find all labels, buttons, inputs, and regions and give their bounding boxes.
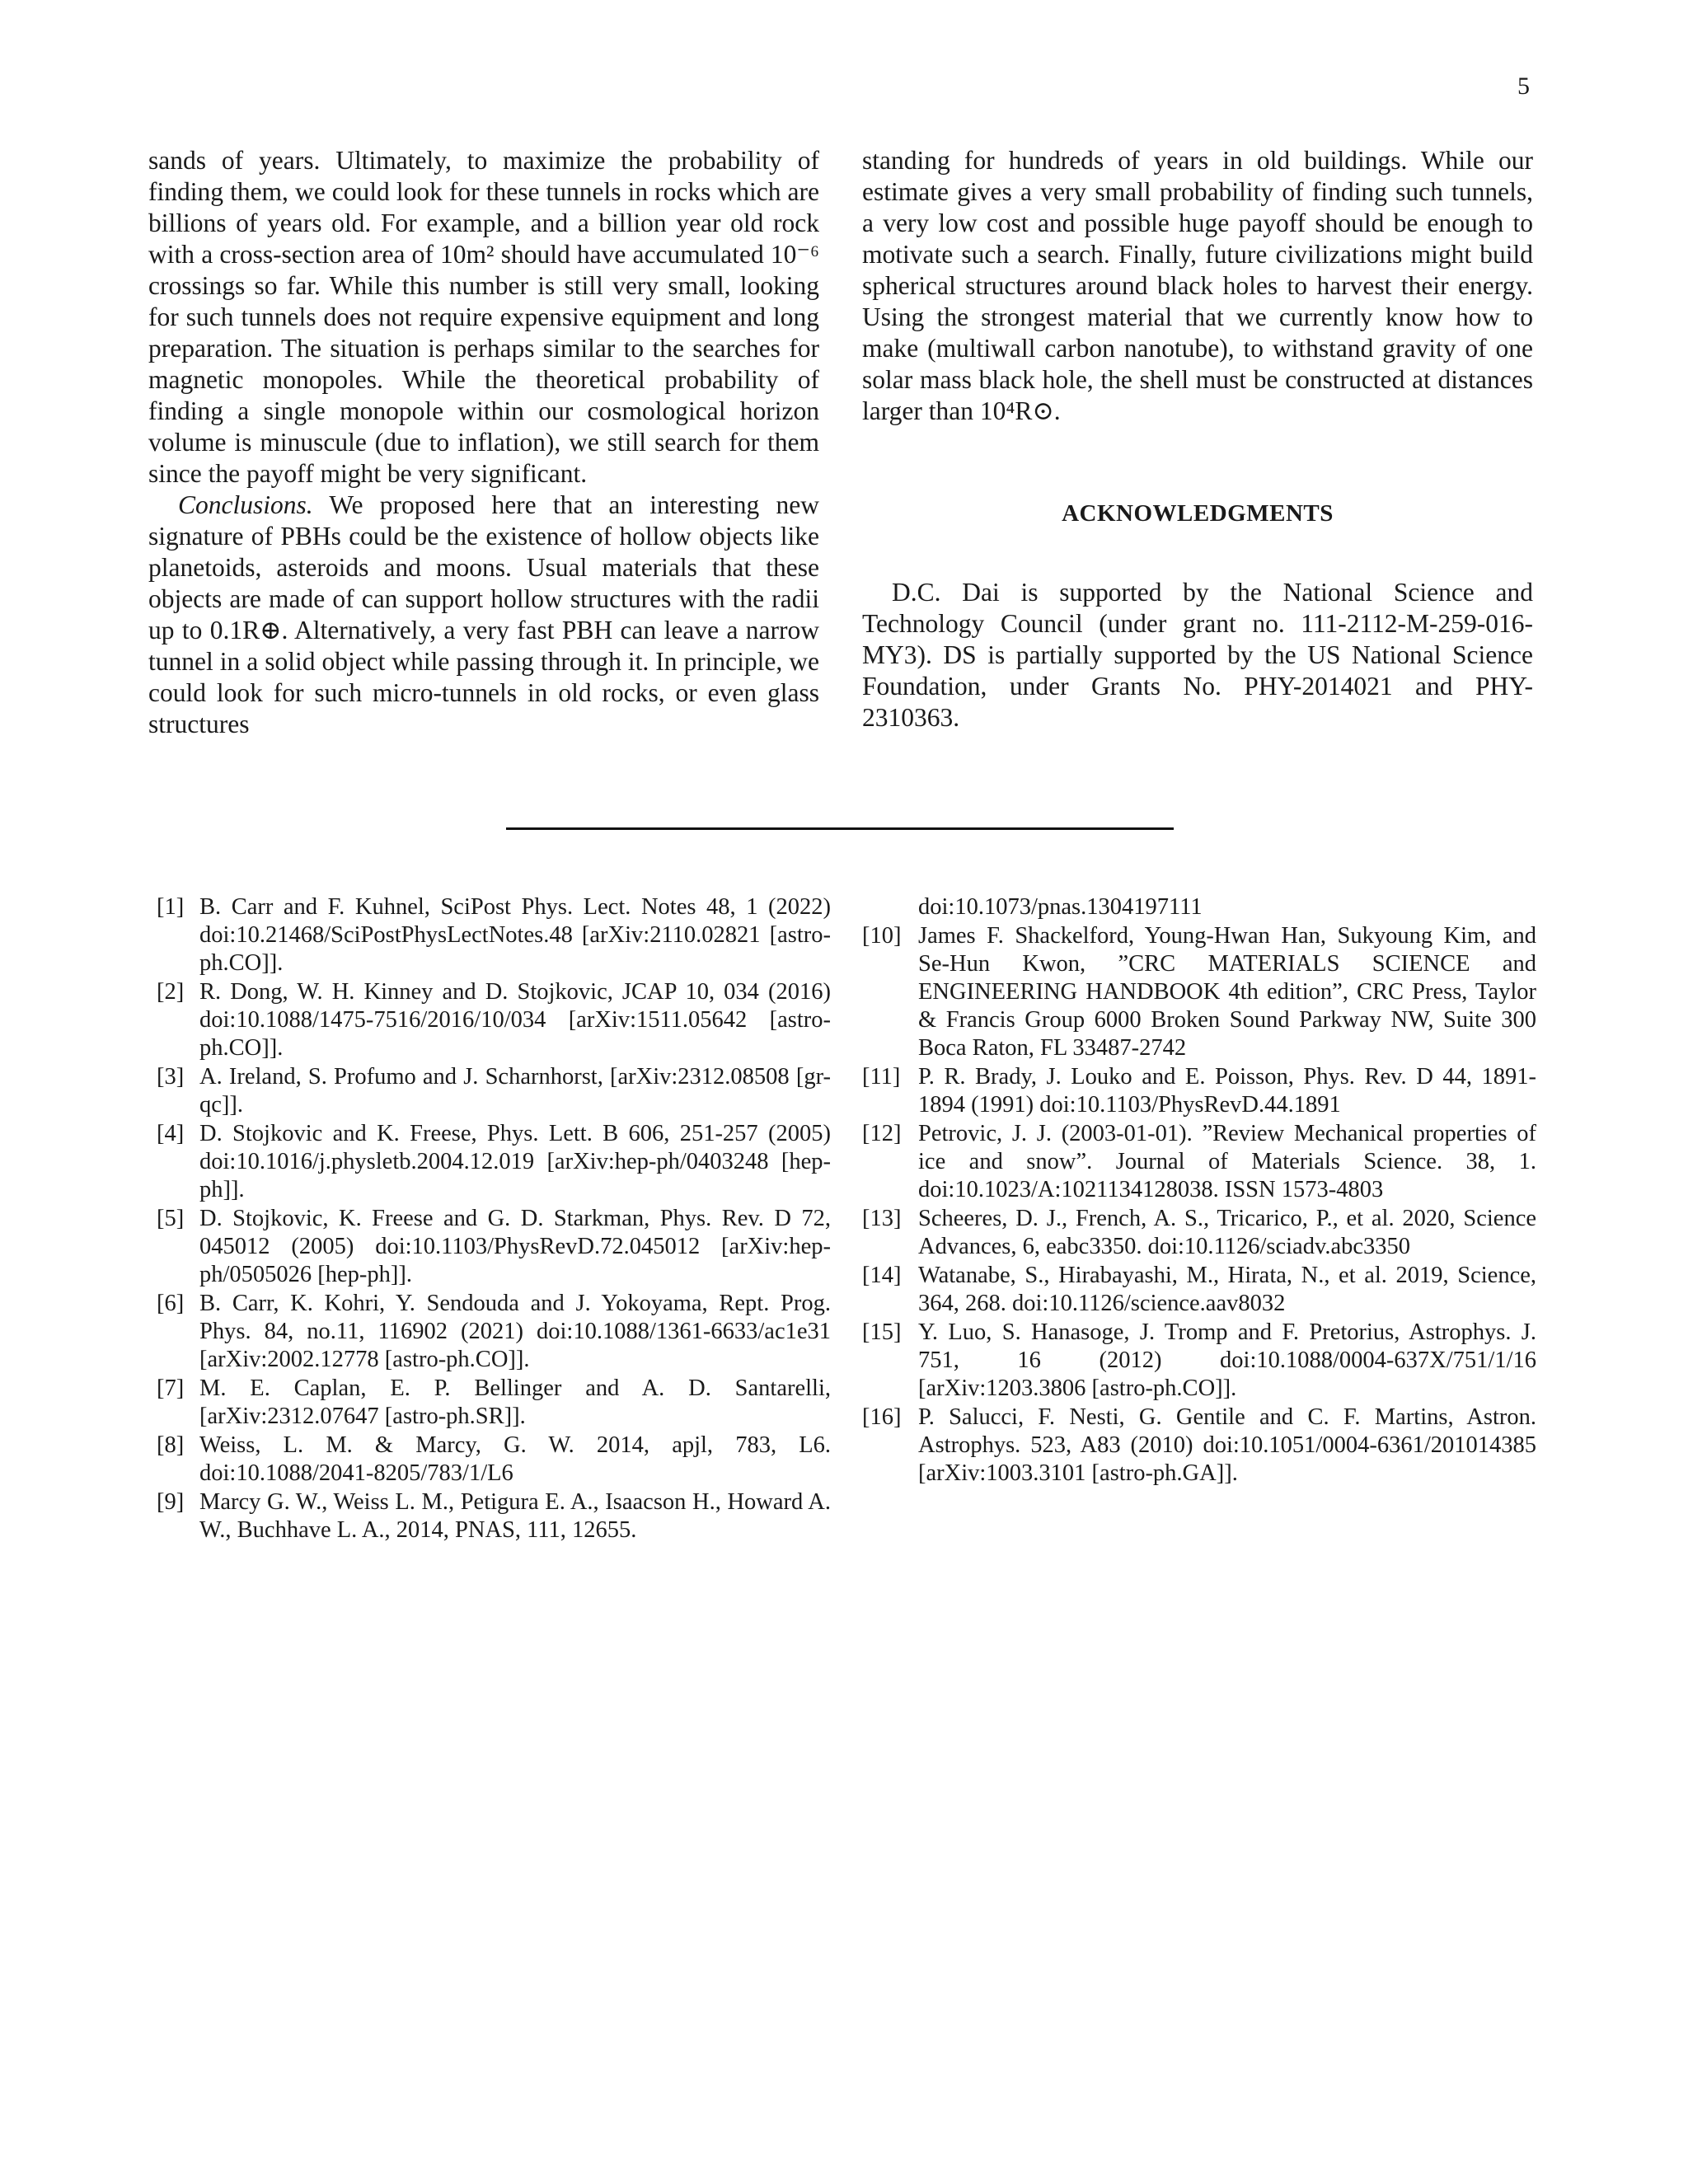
reference-item [157,1290,831,1374]
reference-item [157,1375,831,1431]
reference-item [862,1120,1536,1204]
reference-number: [11] [862,1064,901,1090]
conclusions-label: Conclusions. [178,490,313,519]
body-paragraph: standing for hundreds of years in old buildings. While our estimate gives a very small probability of finding such tunnels, a very low cost and possible huge payoff should be enough to motivate such a search. Finally, future civilizations might build spherical structures around black holes to harvest their energy. Using the strongest material that we currently know how to make (multiwall carbon nanotube), to withstand gravity of one solar mass black hole, the shell must be constructed at distances larger than 10⁴R⊙. [862,146,1533,425]
reference-text: D. Stojkovic and K. Freese, Phys. Lett. B 606, 251-257 (2005) doi:10.1016/j.physletb.2004.12.019 [arXiv:hep-ph/0403248 [hep-ph]]. [199,1121,831,1202]
reference-text: B. Carr, K. Kohri, Y. Sendouda and J. Yokoyama, Rept. Prog. Phys. 84, no.11, 116902 (2021) doi:10.1088/1361-6633/ac1e31 [arXiv:2002.12778 [astro-ph.CO]]. [199,1291,831,1372]
reference-text: James F. Shackelford, Young-Hwan Han, Sukyoung Kim, and Se-Hun Kwon, ”CRC MATERIALS SCIENCE and ENGINEERING HANDBOOK 4th edition”, CRC Press, Taylor & Francis Group 6000 Broken Sound Parkway NW, Suite 300 Boca Raton, FL 33487-2742 [918,923,1536,1061]
conclusions-paragraph [148,490,819,740]
reference-text: A. Ireland, S. Profumo and J. Scharnhorst, [arXiv:2312.08508 [gr-qc]]. [199,1064,831,1118]
acknowledgments-text: D.C. Dai is supported by the National Science and Technology Council (under grant no. 111-2112-M-259-016-MY3). DS is partially supported by the US National Science Foundation, under Grants No. PHY-2014021 and PHY-2310363. [862,578,1533,732]
reference-text: D. Stojkovic, K. Freese and G. D. Starkman, Phys. Rev. D 72, 045012 (2005) doi:10.1103/PhysRevD.72.045012 [arXiv:hep-ph/0505026 [hep-ph]]. [199,1206,831,1287]
reference-item [862,1262,1536,1318]
reference-number: [12] [862,1121,902,1146]
reference-item [157,1488,831,1544]
reference-number: [2] [157,979,185,1005]
body-paragraph: sands of years. Ultimately, to maximize the probability of finding them, we could look for these tunnels in rocks which are billions of years old. For example, and a billion year old rock with a cross-section area of 10m² should have accumulated 10⁻⁶ crossings so far. While this number is still very small, looking for such tunnels does not require expensive equipment and long preparation. The situation is perhaps similar to the searches for magnetic monopoles. While the theoretical probability of finding a single monopole within our cosmological horizon volume is minuscule (due to inflation), we still search for them since the payoff might be very significant. [148,146,819,488]
reference-number: [1] [157,894,185,920]
reference-item [862,922,1536,1062]
section-divider [506,827,1174,830]
reference-item [862,1205,1536,1261]
reference-item [862,1404,1536,1488]
reference-text: Y. Luo, S. Hanasoge, J. Tromp and F. Pretorius, Astrophys. J. 751, 16 (2012) doi:10.1088/0004-637X/751/1/16 [arXiv:1203.3806 [astro-ph.CO]]. [918,1319,1536,1401]
reference-item [862,1319,1536,1403]
reference-number: [8] [157,1432,185,1458]
right-column [862,145,1533,733]
reference-item [157,893,831,977]
reference-item [157,1063,831,1119]
reference-text: P. Salucci, F. Nesti, G. Gentile and C. F. Martins, Astron. Astrophys. 523, A83 (2010) doi:10.1051/0004-6361/201014385 [arXiv:1003.3101 [astro-ph.GA]]. [918,1404,1536,1486]
reference-text: Petrovic, J. J. (2003-01-01). ”Review Mechanical properties of ice and snow”. Journal of Materials Science. 38, 1. doi:10.1023/A:1021134128038. ISSN 1573-4803 [918,1121,1536,1202]
reference-number: [14] [862,1263,902,1288]
left-column [148,145,819,740]
reference-number: [10] [862,923,902,949]
reference-text: Weiss, L. M. & Marcy, G. W. 2014, apjl, 783, L6. doi:10.1088/2041-8205/783/1/L6 [199,1432,831,1486]
references-right-column [862,893,1536,1488]
reference-item [862,1063,1536,1119]
reference-item [157,1432,831,1488]
references-left-column [157,893,831,1545]
reference-text: Marcy G. W., Weiss L. M., Petigura E. A., Isaacson H., Howard A. W., Buchhave L. A., 2014, PNAS, 111, 12655. [199,1489,831,1543]
reference-number: [7] [157,1376,185,1401]
reference-text: R. Dong, W. H. Kinney and D. Stojkovic, JCAP 10, 034 (2016) doi:10.1088/1475-7516/2016/10/034 [arXiv:1511.05642 [astro-ph.CO]]. [199,979,831,1061]
reference-item [157,1120,831,1204]
reference-text: P. R. Brady, J. Louko and E. Poisson, Phys. Rev. D 44, 1891-1894 (1991) doi:10.1103/PhysRevD.44.1891 [918,1064,1536,1118]
reference-text: M. E. Caplan, E. P. Bellinger and A. D. Santarelli, [arXiv:2312.07647 [astro-ph.SR]]. [199,1376,831,1429]
reference-number: [5] [157,1206,185,1231]
reference-text: Scheeres, D. J., French, A. S., Tricarico, P., et al. 2020, Science Advances, 6, eabc3350. doi:10.1126/sciadv.abc3350 [918,1206,1536,1259]
reference-number: [13] [862,1206,902,1231]
reference-item [157,978,831,1062]
reference-continuation: doi:10.1073/pnas.1304197111 [918,894,1203,920]
conclusions-text: We proposed here that an interesting new signature of PBHs could be the existence of hollow objects like planetoids, asteroids and moons. Usual materials that these objects are made of can support hollow structures with the radii up to 0.1R⊕. Alternatively, a very fast PBH can leave a narrow tunnel in a solid object while passing through it. In principle, we could look for such micro-tunnels in old rocks, or even glass structures [148,490,819,738]
reference-number: [9] [157,1489,185,1515]
acknowledgments-heading: ACKNOWLEDGMENTS [1062,500,1334,527]
reference-text: B. Carr and F. Kuhnel, SciPost Phys. Lect. Notes 48, 1 (2022) doi:10.21468/SciPostPhysLectNotes.48 [arXiv:2110.02821 [astro-ph.CO]]. [199,894,831,976]
reference-number: [16] [862,1404,902,1430]
reference-number: [15] [862,1319,902,1345]
reference-number: [4] [157,1121,185,1146]
reference-number: [3] [157,1064,185,1090]
reference-item [157,1205,831,1289]
reference-number: [6] [157,1291,185,1316]
reference-text: Watanabe, S., Hirabayashi, M., Hirata, N., et al. 2019, Science, 364, 268. doi:10.1126/science.aav8032 [918,1263,1536,1316]
page-number: 5 [1517,73,1530,100]
